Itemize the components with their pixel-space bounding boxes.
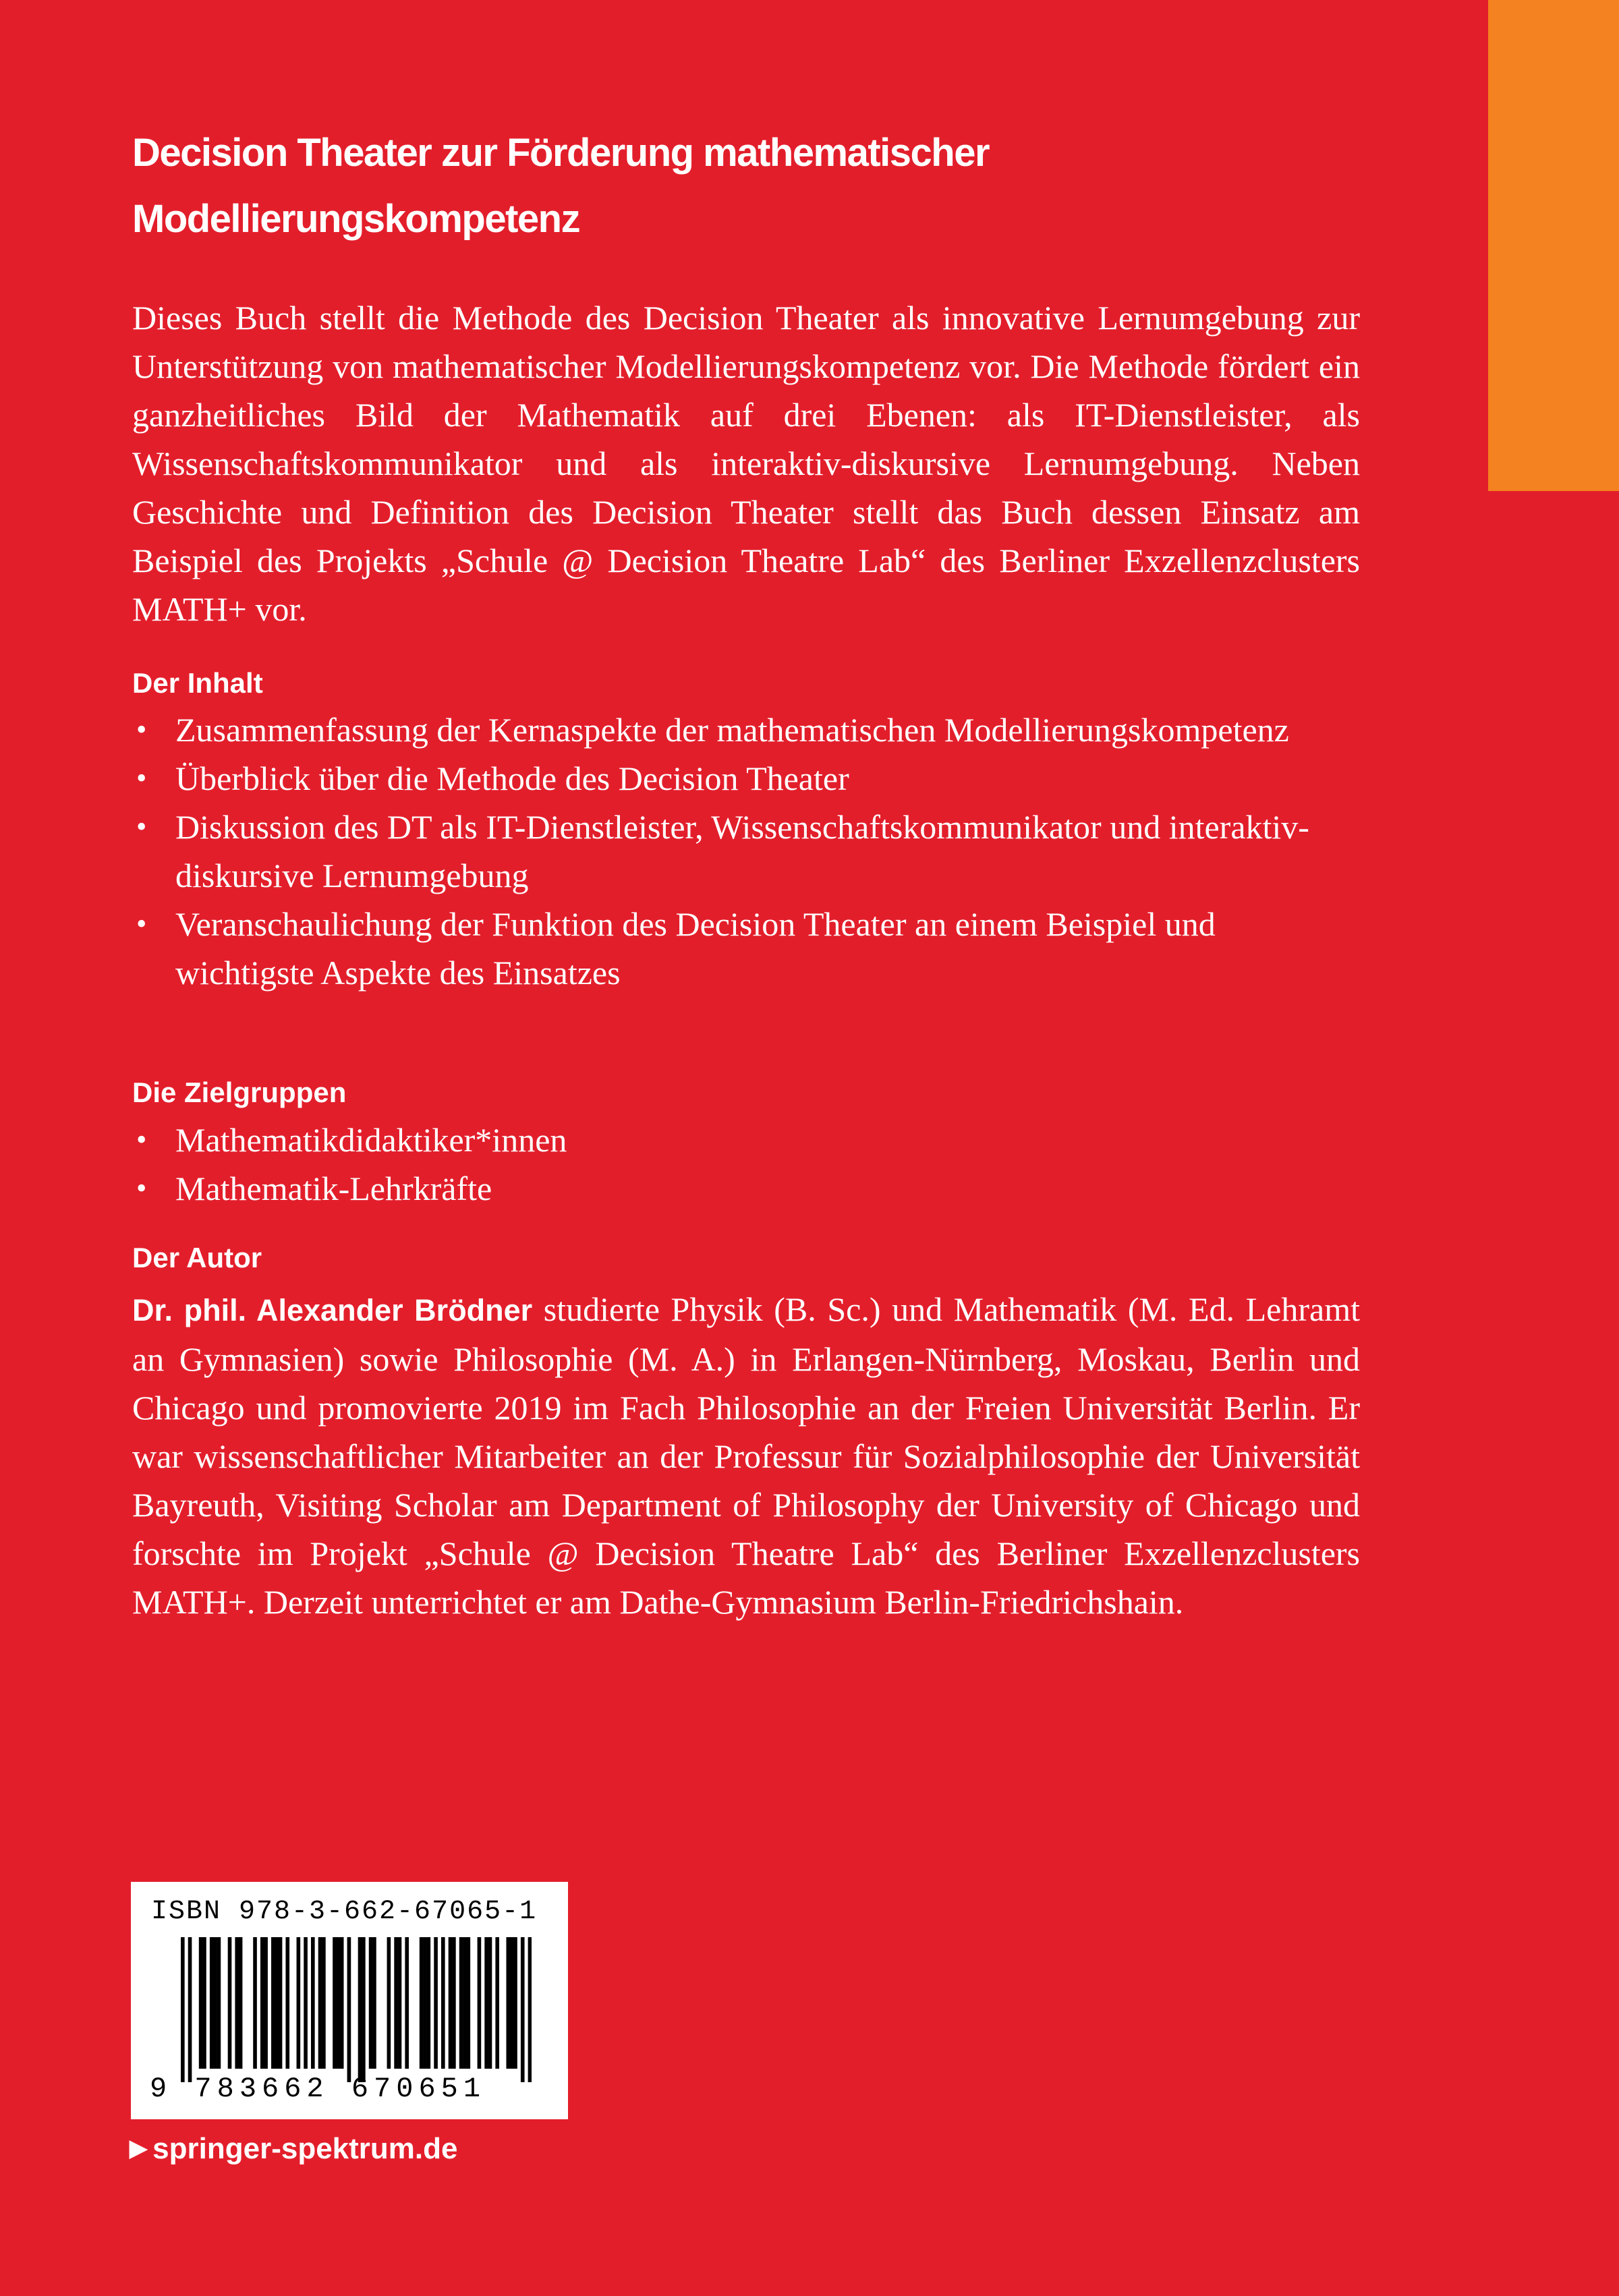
barcode-bar — [260, 1937, 264, 2069]
barcode-bar — [188, 1937, 192, 2082]
list-item: • Mathematikdidaktiker*innen — [132, 1116, 1360, 1164]
barcode-bar — [372, 1937, 376, 2069]
barcode-bar — [459, 1937, 463, 2069]
barcode-bar — [387, 1937, 391, 2069]
list-item: • Überblick über die Methode des Decision Theater — [132, 754, 1360, 803]
barcode-bar — [394, 1937, 398, 2069]
barcode-bar — [358, 1937, 362, 2082]
bullet-icon: • — [136, 810, 147, 843]
ean-digits: 9 783662 670651 — [150, 2073, 486, 2105]
bullet-icon: • — [136, 1123, 147, 1156]
book-title-line-2: Modellierungskompetenz — [132, 197, 580, 241]
barcode-box — [131, 1882, 568, 2119]
barcode-bar — [275, 1937, 279, 2069]
author-bio — [132, 1285, 1360, 1626]
barcode-bar — [495, 1937, 499, 2069]
barcode-bar — [213, 1937, 217, 2069]
publisher-website-link[interactable] — [130, 2125, 458, 2173]
barcode-bar — [427, 1937, 431, 2069]
barcode-bar — [528, 1937, 532, 2082]
barcode-bar — [510, 1937, 514, 2069]
barcode-bar — [239, 1937, 243, 2069]
barcode-bar — [337, 1937, 341, 2069]
barcode-bar — [264, 1937, 268, 2069]
barcode-bar — [279, 1937, 283, 2069]
barcode-bar — [297, 1937, 301, 2069]
barcode-bar — [488, 1937, 492, 2069]
barcode-bar — [311, 1937, 315, 2069]
barcode-bar — [513, 1937, 517, 2069]
audience-heading: Die Zielgruppen — [132, 1077, 347, 1108]
intro-paragraph: Dieses Buch stellt die Methode des Decision Theater als innovative Lernumgebung zur Unterstützung von mathematischer Modellierungskompetenz vor. Die Methode fördert ein ganzheitliches Bild der Mathematik auf drei Ebenen: als IT-Dienstleister, als Wissenschaftskommunikator und als interaktiv-diskursive Lernumgebung. Neben Geschichte und Definition des Decision Theater stellt das Buch dessen Einsatz am Beispiel des Projekts „Schule @ Decision Theatre Lab“ des Berliner Exzellenzclusters MATH+ vor. — [132, 299, 1360, 628]
barcode-bar — [228, 1937, 232, 2069]
barcode-bar — [202, 1937, 206, 2069]
book-title — [132, 120, 1414, 252]
barcode-bar — [434, 1937, 438, 2069]
barcode-bar — [441, 1937, 445, 2069]
isbn-label: ISBN 978-3-662-67065-1 — [151, 1897, 538, 1927]
barcode-bar — [271, 1937, 275, 2069]
barcode-bar — [398, 1937, 402, 2069]
barcode-bar — [452, 1937, 456, 2069]
barcode-bar — [506, 1937, 510, 2069]
book-title-line-1: Decision Theater zur Förderung mathematischer — [132, 131, 990, 175]
list-item: • Zusammenfassung der Kernaspekte der mathematischen Modellierungskompetenz — [132, 706, 1360, 754]
barcode-bar — [318, 1937, 322, 2069]
list-item: • Diskussion des DT als IT-Dienstleister, Wissenschaftskommunikator und interaktiv-diskursive Lernumgebung — [132, 803, 1360, 900]
author-heading: Der Autor — [132, 1242, 262, 1273]
list-item: • Veranschaulichung der Funktion des Decision Theater an einem Beispiel und wichtigste Aspekte des Einsatzes — [132, 900, 1360, 997]
barcode-bar — [285, 1937, 289, 2069]
barcode-bar — [304, 1937, 308, 2069]
contents-list — [132, 706, 1360, 997]
barcode-bar — [362, 1937, 366, 2082]
barcode-bar — [420, 1937, 424, 2069]
audience-list — [132, 1116, 1360, 1213]
list-item: • Mathematik-Lehrkräfte — [132, 1164, 1360, 1213]
barcode-bar — [521, 1937, 525, 2082]
barcode-bar — [322, 1937, 326, 2069]
barcode-bar — [340, 1937, 344, 2069]
contents-heading: Der Inhalt — [132, 667, 263, 699]
barcode-bar — [484, 1937, 488, 2069]
bullet-icon: • — [136, 713, 147, 746]
barcode-bar — [235, 1937, 239, 2069]
barcode-icon — [181, 1937, 532, 2082]
barcode-bar — [181, 1937, 185, 2082]
bullet-icon: • — [136, 762, 147, 795]
website-text: springer-spektrum.de — [152, 2132, 458, 2165]
orange-edge-tab — [1488, 0, 1619, 491]
author-bio-text: studierte Physik (B. Sc.) und Mathematik (M. Ed. Lehramt an Gymnasien) sowie Philosophie (M. A.) in Erlangen-Nürnberg, Moskau, Berlin und Chicago und promovierte 2019 im Fach Philosophie an der Freien Universität Berlin. Er war wissenschaftlicher Mitarbeiter an der Professur für Sozialphilosophie der Universität Bayreuth, Visiting Scholar am Department of Philosophy der University of Chicago und forschte im Projekt „Schule @ Decision Theatre Lab“ des Berliner Exzellenzclusters MATH+. Derzeit unterrichtet er am Dathe-Gymnasium Berlin-Friedrichshain. — [132, 1290, 1360, 1621]
bullet-icon: • — [136, 1172, 147, 1205]
barcode-bar — [463, 1937, 467, 2069]
barcode-bar — [210, 1937, 214, 2069]
barcode-bar — [217, 1937, 221, 2069]
barcode-bar — [478, 1937, 482, 2069]
arrow-right-icon: ▶ — [130, 2135, 148, 2161]
barcode-bar — [347, 1937, 351, 2082]
barcode-bar — [423, 1937, 427, 2069]
author-name: Dr. phil. Alexander Brödner — [132, 1293, 533, 1327]
barcode-bar — [405, 1937, 409, 2069]
barcode-bar — [467, 1937, 471, 2069]
barcode-bar — [199, 1937, 203, 2069]
bullet-icon: • — [136, 907, 147, 940]
barcode-bar — [253, 1937, 257, 2069]
barcode-bar — [333, 1937, 337, 2069]
barcode-bar — [449, 1937, 453, 2069]
barcode-bar — [369, 1937, 373, 2069]
